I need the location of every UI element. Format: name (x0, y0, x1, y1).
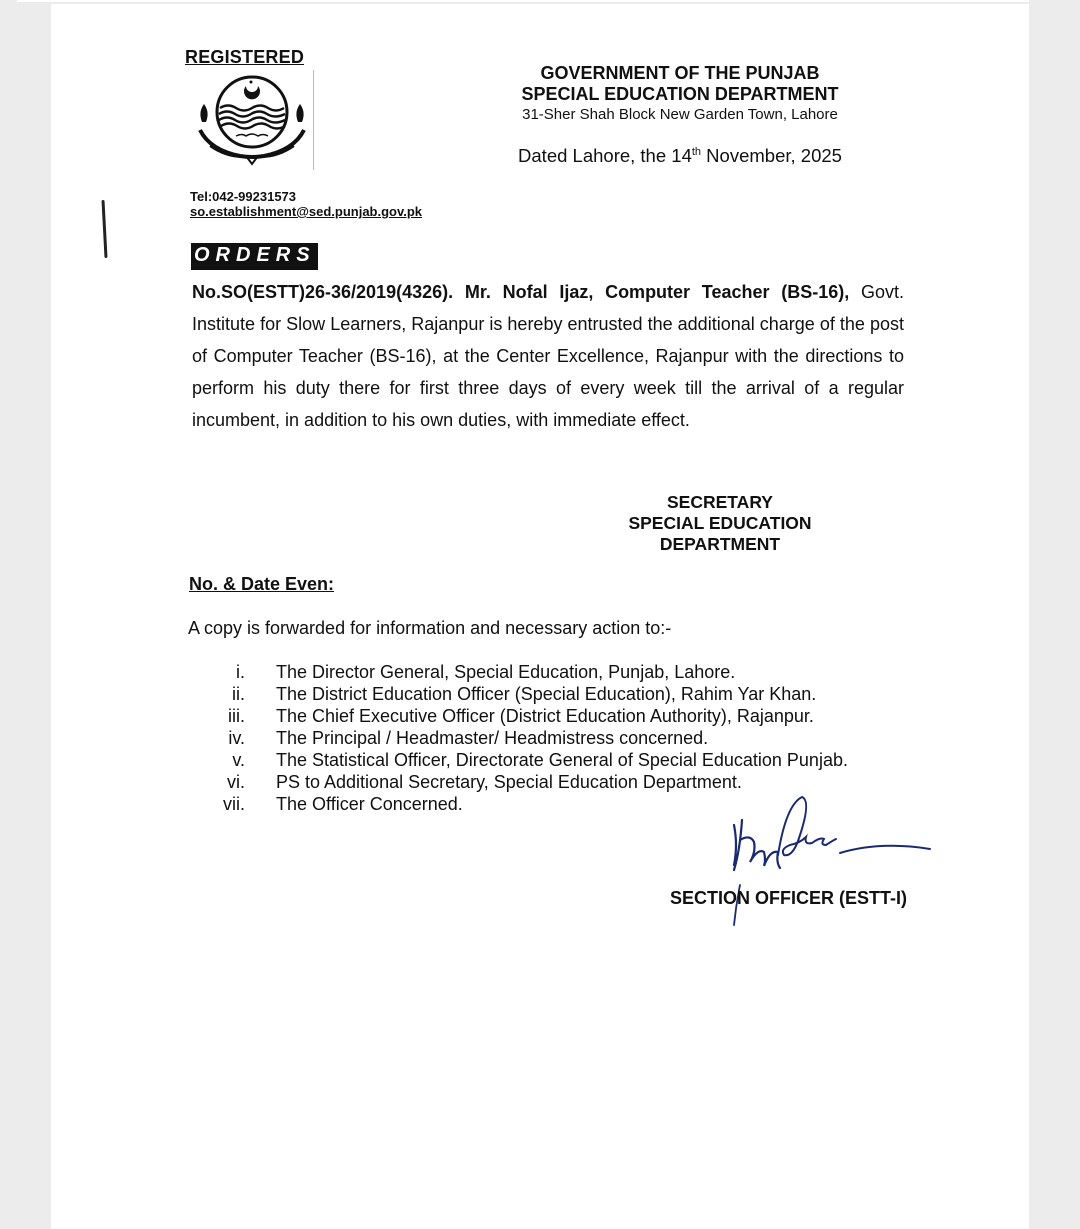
list-number: vi. (227, 772, 245, 792)
section-officer-title: SECTION OFFICER (ESTT-I) (670, 888, 907, 908)
date-line (500, 145, 860, 167)
signatory-line-2: SPECIAL EDUCATION (628, 513, 812, 533)
registered-label: REGISTERED (185, 47, 305, 67)
list-item (200, 749, 920, 771)
list-item (200, 661, 920, 683)
document-page (51, 4, 1029, 1229)
date-suffix: November, 2025 (701, 145, 842, 166)
signature-icon (720, 795, 940, 930)
order-reference: No.SO(ESTT)26-36/2019(4326). Mr. Nofal Ijaz, Computer Teacher (BS-16), (192, 282, 850, 302)
list-number: v. (232, 750, 245, 770)
list-item (200, 727, 920, 749)
list-number: i. (236, 662, 245, 682)
recipient-list (200, 661, 920, 815)
secretary-signatory (600, 492, 840, 555)
list-number: ii. (232, 684, 245, 704)
list-item (200, 705, 920, 727)
endorsement-intro: A copy is forwarded for information and necessary action to:- (188, 618, 672, 638)
list-text: The District Education Officer (Special Education), Rahim Yar Khan. (276, 684, 817, 704)
list-text: The Officer Concerned. (276, 794, 463, 814)
order-body (192, 276, 904, 436)
list-text: The Chief Executive Officer (District Education Authority), Rajanpur. (276, 706, 814, 726)
date-prefix: Dated Lahore, the 14 (518, 145, 692, 166)
signatory-line-3: DEPARTMENT (659, 534, 781, 554)
department-heading: SPECIAL EDUCATION DEPARTMENT (521, 84, 839, 104)
list-number: vii. (223, 794, 245, 814)
letterhead-divider (313, 70, 314, 170)
order-text: Govt. Institute for Slow Learners, Rajanpur is hereby entrusted the additional charge of the post of Computer Teacher (BS-16), at the Center Excellence, Rajanpur with the directions to perform his duty there for first three days of every week till the arrival of a regular incumbent, in addition to his own duties, with immediate effect. (192, 282, 904, 430)
top-strip (17, 0, 1029, 2)
email-link[interactable]: so.establishment@sed.punjab.gov.pk (190, 204, 423, 219)
telephone-number: Tel:042-99231573 (190, 189, 297, 204)
government-heading: GOVERNMENT OF THE PUNJAB (540, 63, 820, 83)
list-text: PS to Additional Secretary, Special Education Department. (276, 772, 742, 792)
list-text: The Statistical Officer, Directorate General of Special Education Punjab. (276, 750, 848, 770)
punjab-emblem-icon (196, 72, 308, 168)
list-text: The Director General, Special Education, Punjab, Lahore. (276, 662, 736, 682)
signatory-line-1: SECRETARY (667, 492, 773, 512)
list-item (200, 771, 920, 793)
list-number: iv. (228, 728, 245, 748)
list-item (200, 683, 920, 705)
endorsement-heading: No. & Date Even: (189, 574, 335, 594)
department-address: 31-Sher Shah Block New Garden Town, Lahore (522, 106, 838, 123)
orders-heading: ORDERS (191, 243, 318, 270)
list-text: The Principal / Headmaster/ Headmistress concerned. (276, 728, 709, 748)
list-number: iii. (228, 706, 245, 726)
date-superscript: th (691, 145, 702, 158)
